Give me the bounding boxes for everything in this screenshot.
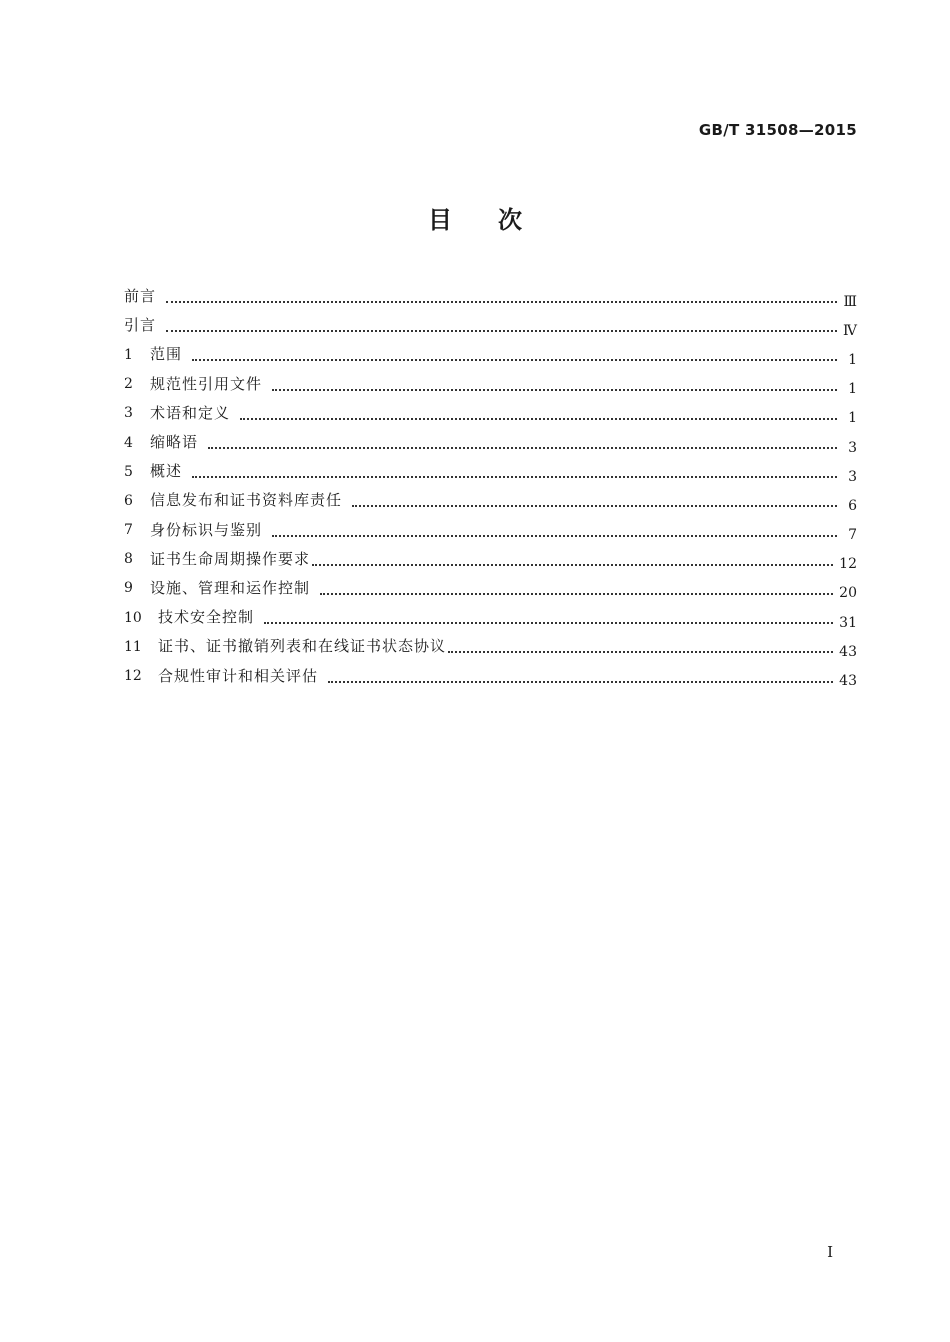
toc-entry-12[interactable] xyxy=(124,661,857,690)
toc-entry-label: 缩略语 xyxy=(150,433,199,452)
toc-entry-label: 术语和定义 xyxy=(150,403,231,422)
toc-entry-page: Ⅳ xyxy=(843,322,857,339)
dot-leader xyxy=(272,534,837,537)
toc-entry-page: 3 xyxy=(848,439,857,456)
toc-entry-page: 6 xyxy=(848,497,857,514)
toc-entry-page: Ⅲ xyxy=(843,293,857,310)
toc-entry-page: 1 xyxy=(848,381,857,398)
toc-entry-9[interactable] xyxy=(124,574,857,603)
toc-entry-number: 11 xyxy=(124,638,142,655)
toc-entry-label: 证书生命周期操作要求 xyxy=(150,549,311,568)
standard-number: GB/T 31508—2015 xyxy=(698,121,857,139)
toc-entry-number: 1 xyxy=(124,346,133,363)
toc-entry-label: 前言 xyxy=(124,287,157,306)
toc-entry-7[interactable] xyxy=(124,516,857,545)
toc-entry-number: 5 xyxy=(124,463,133,480)
toc-entry-label: 概述 xyxy=(150,462,183,481)
toc-entry-page: 31 xyxy=(839,614,857,631)
toc-entry-label: 信息发布和证书资料库责任 xyxy=(150,491,343,510)
toc-entry-page: 43 xyxy=(839,673,857,690)
toc-entry-page: 1 xyxy=(848,351,857,368)
dot-leader xyxy=(320,592,833,595)
toc-entry-4[interactable] xyxy=(124,428,857,457)
dot-leader xyxy=(312,563,833,566)
dot-leader xyxy=(192,475,837,478)
dot-leader xyxy=(272,388,837,391)
title-char-2: 次 xyxy=(498,206,522,234)
toc-entry-page: 3 xyxy=(848,468,857,485)
toc-entry-number: 9 xyxy=(124,580,133,597)
toc-entry-label: 引言 xyxy=(124,316,157,335)
table-of-contents xyxy=(124,282,857,691)
toc-entry-number: 3 xyxy=(124,405,133,422)
dot-leader xyxy=(352,504,837,507)
toc-entry-page: 7 xyxy=(848,527,857,544)
title-char-1: 目 xyxy=(428,206,452,234)
toc-entry-5[interactable] xyxy=(124,457,857,486)
toc-entry-2[interactable] xyxy=(124,370,857,399)
toc-entry-page: 1 xyxy=(848,410,857,427)
dot-leader xyxy=(264,621,833,624)
toc-entry-number: 12 xyxy=(124,668,142,685)
toc-entry-page: 20 xyxy=(839,585,857,602)
toc-entry-label: 设施、管理和运作控制 xyxy=(150,578,311,597)
toc-entry-page: 43 xyxy=(839,643,857,660)
toc-entry-number: 6 xyxy=(124,492,133,509)
toc-entry-number: 7 xyxy=(124,522,133,539)
toc-entry-number: 8 xyxy=(124,551,133,568)
dot-leader xyxy=(240,417,837,420)
dot-leader xyxy=(448,650,833,653)
toc-entry-8[interactable] xyxy=(124,545,857,574)
toc-entry-3[interactable] xyxy=(124,399,857,428)
dot-leader xyxy=(192,358,837,361)
toc-entry-foreword[interactable] xyxy=(124,282,857,311)
toc-entry-introduction[interactable] xyxy=(124,311,857,340)
dot-leader xyxy=(328,680,833,683)
page-number: Ⅰ xyxy=(827,1243,833,1261)
toc-entry-number: 2 xyxy=(124,376,133,393)
page-title xyxy=(0,200,950,235)
toc-entry-1[interactable] xyxy=(124,340,857,369)
toc-entry-number: 4 xyxy=(124,434,133,451)
toc-entry-label: 技术安全控制 xyxy=(158,608,255,627)
dot-leader xyxy=(208,446,837,449)
toc-entry-label: 合规性审计和相关评估 xyxy=(158,666,319,685)
toc-entry-label: 身份标识与鉴别 xyxy=(150,520,263,539)
toc-entry-label: 规范性引用文件 xyxy=(150,374,263,393)
toc-entry-11[interactable] xyxy=(124,632,857,661)
toc-entry-10[interactable] xyxy=(124,603,857,632)
dot-leader xyxy=(166,300,837,303)
toc-entry-label: 证书、证书撤销列表和在线证书状态协议 xyxy=(158,637,447,656)
toc-entry-page: 12 xyxy=(839,556,857,573)
toc-entry-label: 范围 xyxy=(150,345,183,364)
toc-entry-number: 10 xyxy=(124,609,142,626)
toc-entry-6[interactable] xyxy=(124,486,857,515)
dot-leader xyxy=(166,329,837,332)
